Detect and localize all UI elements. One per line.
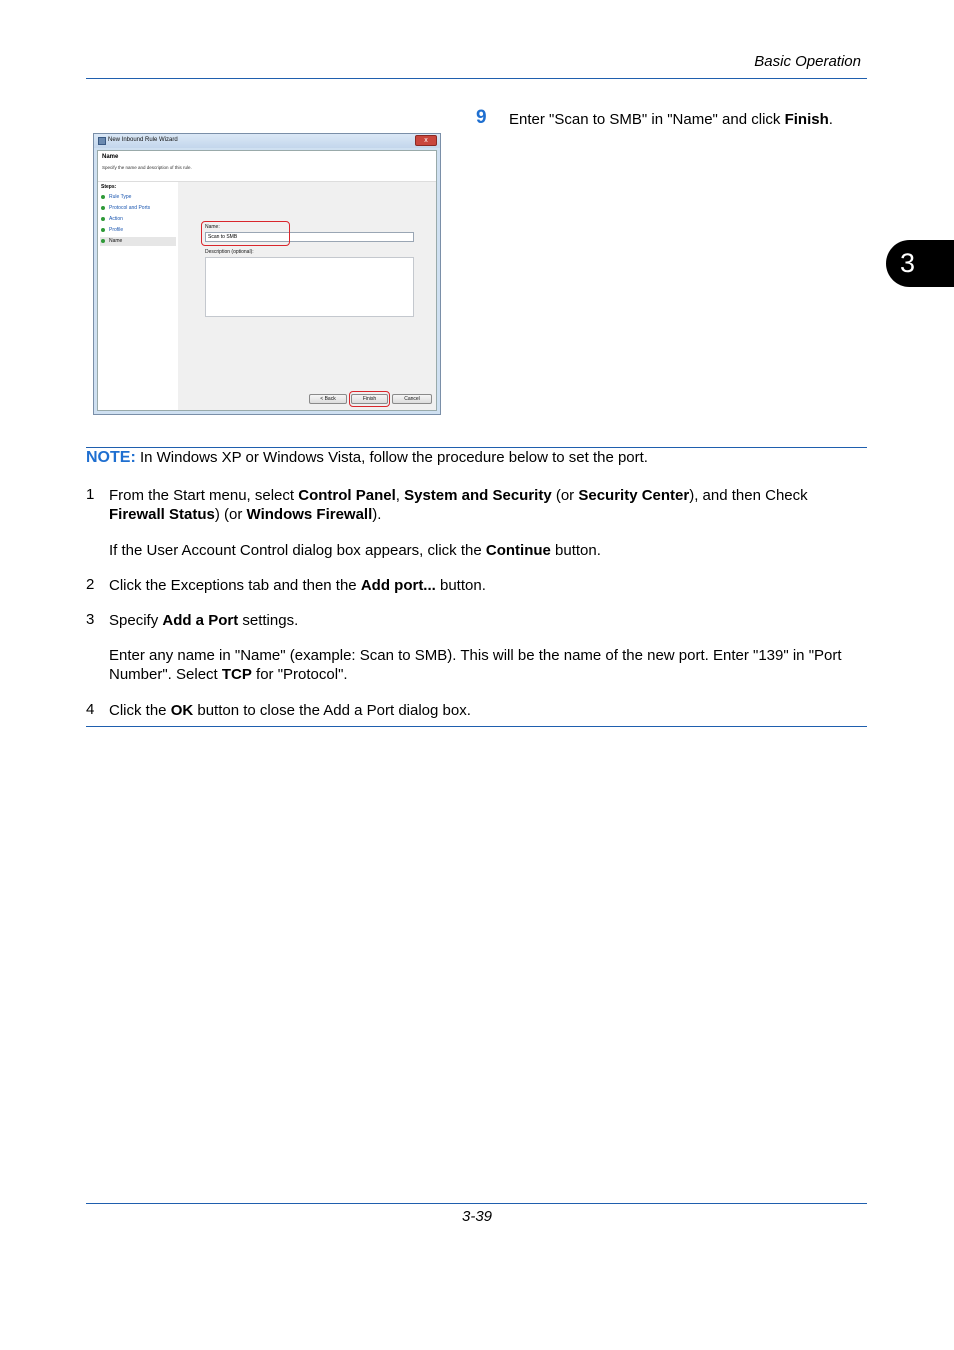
step-item[interactable]: Profile [100,226,176,235]
check-dot-icon [101,217,105,221]
step-item-current[interactable]: Name [100,237,176,246]
name-label: Name: [205,224,220,230]
step-item[interactable]: Protocol and Ports [100,204,176,213]
check-dot-icon [101,206,105,210]
firewall-icon [98,137,106,145]
highlight-finish-button [349,391,390,407]
back-button[interactable]: < Back [309,394,347,404]
steps-label: Steps: [101,184,117,190]
wizard-dialog-screenshot [93,133,441,415]
list-item-subtext: Enter any name in "Name" (example: Scan to SMB). This will be the name of the new port. Enter "139" in "Port Number". Select TCP for "Protocol". [109,647,842,683]
description-label: Description (optional): [205,249,254,255]
steps-panel [98,182,178,410]
dialog-subheading: Specify the name and description of this rule. [102,165,192,170]
note-top-rule [86,447,867,448]
chapter-tab: 3 [886,240,954,287]
header-rule [86,78,867,79]
list-number: 2 [86,576,95,593]
check-dot-icon [101,195,105,199]
list-number: 3 [86,611,95,628]
list-item-subtext: If the User Account Control dialog box appears, click the Continue button. [109,542,601,559]
finish-button[interactable]: Finish [351,394,388,404]
cancel-button[interactable]: Cancel [392,394,432,404]
description-textarea[interactable] [205,257,414,317]
dialog-header [98,151,436,182]
list-number: 4 [86,701,95,718]
dialog-heading: Name [102,154,119,160]
step-number: 9 [476,107,487,128]
check-dot-icon [101,228,105,232]
note-bottom-rule [86,726,867,727]
step-item[interactable]: Rule Type [100,193,176,202]
dialog-title: New Inbound Rule Wizard [108,137,178,143]
list-number: 1 [86,486,95,503]
list-item-text: Specify Add a Port settings. [109,612,299,629]
list-item-text: Click the OK button to close the Add a Port dialog box. [109,702,471,719]
check-dot-icon [101,239,105,243]
step-item[interactable]: Action [100,215,176,224]
name-input[interactable]: Scan to SMB [205,232,414,242]
footer-rule [86,1203,867,1204]
close-icon[interactable]: x [415,135,437,146]
header-section-title: Basic Operation [754,53,861,70]
page-number: 3-39 [461,1208,493,1225]
dialog-titlebar [94,134,440,148]
list-item-text: Click the Exceptions tab and then the Add port... button. [109,577,486,594]
list-item-text: From the Start menu, select Control Panel, System and Security (or Security Center), and then Check Firewall Status) (or Windows Firewall). [109,487,808,523]
step-instruction: Enter "Scan to SMB" in "Name" and click Finish. [509,111,833,128]
note: NOTE: In Windows XP or Windows Vista, follow the procedure below to set the port. [86,449,648,466]
highlight-name-field [201,221,290,246]
dialog-body [97,150,437,411]
